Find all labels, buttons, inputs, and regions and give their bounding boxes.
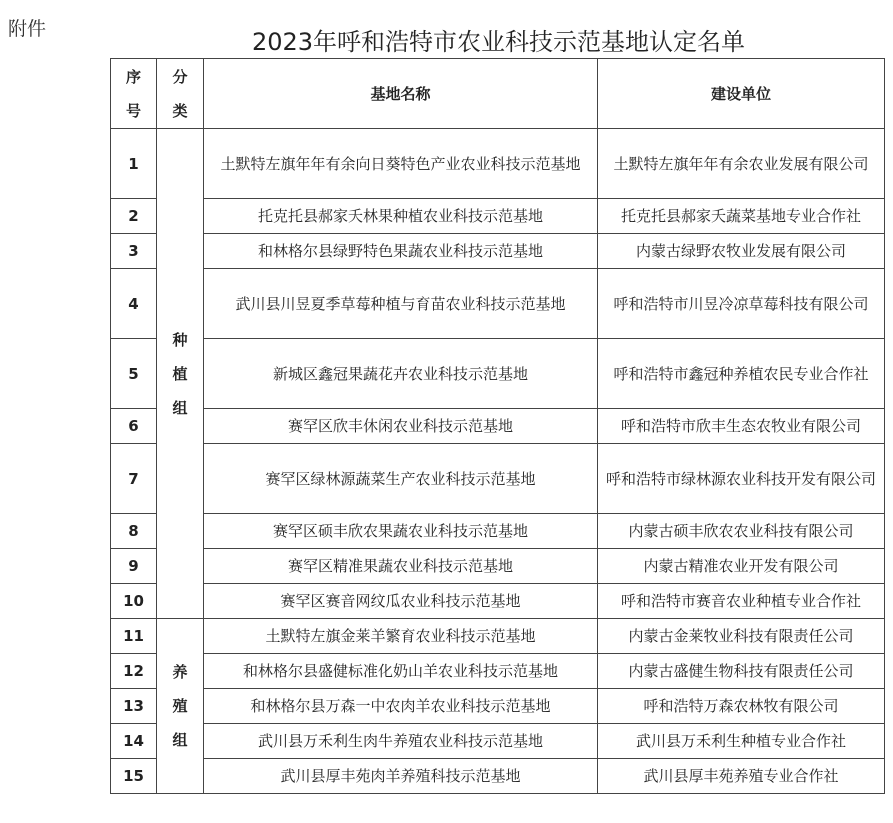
table-row xyxy=(111,549,885,584)
unit-name: 呼和浩特市川昱冷凉草莓科技有限公司 xyxy=(598,269,885,339)
unit-name: 呼和浩特市绿林源农业科技开发有限公司 xyxy=(598,444,885,514)
header-category: 分类 xyxy=(157,59,204,129)
base-name: 土默特左旗金莱羊繁育农业科技示范基地 xyxy=(204,619,598,654)
unit-name: 内蒙古硕丰欣农农业科技有限公司 xyxy=(598,514,885,549)
row-number: 13 xyxy=(111,689,157,724)
table-row xyxy=(111,759,885,794)
table-row xyxy=(111,234,885,269)
header-base-name: 基地名称 xyxy=(204,59,598,129)
row-number: 14 xyxy=(111,724,157,759)
unit-name: 呼和浩特市赛音农业种植专业合作社 xyxy=(598,584,885,619)
base-name: 赛罕区精准果蔬农业科技示范基地 xyxy=(204,549,598,584)
table-row xyxy=(111,584,885,619)
row-number: 5 xyxy=(111,339,157,409)
table-row xyxy=(111,199,885,234)
row-number: 7 xyxy=(111,444,157,514)
row-number: 3 xyxy=(111,234,157,269)
table-row xyxy=(111,129,885,199)
row-number: 12 xyxy=(111,654,157,689)
base-name: 土默特左旗年年有余向日葵特色产业农业科技示范基地 xyxy=(204,129,598,199)
table-row xyxy=(111,689,885,724)
header-unit: 建设单位 xyxy=(598,59,885,129)
unit-name: 呼和浩特万森农林牧有限公司 xyxy=(598,689,885,724)
table-row xyxy=(111,409,885,444)
base-name: 和林格尔县万森一中农肉羊农业科技示范基地 xyxy=(204,689,598,724)
table-row xyxy=(111,514,885,549)
unit-name: 武川县万禾利生种植专业合作社 xyxy=(598,724,885,759)
row-number: 11 xyxy=(111,619,157,654)
row-number: 8 xyxy=(111,514,157,549)
base-name: 赛罕区硕丰欣农果蔬农业科技示范基地 xyxy=(204,514,598,549)
unit-name: 土默特左旗年年有余农业发展有限公司 xyxy=(598,129,885,199)
unit-name: 内蒙古盛健生物科技有限责任公司 xyxy=(598,654,885,689)
page-title: 2023年呼和浩特市农业科技示范基地认定名单 xyxy=(251,28,746,56)
base-name: 武川县川昱夏季草莓种植与育苗农业科技示范基地 xyxy=(204,269,598,339)
base-name: 和林格尔县盛健标准化奶山羊农业科技示范基地 xyxy=(204,654,598,689)
table-row xyxy=(111,269,885,339)
table-row xyxy=(111,724,885,759)
row-number: 10 xyxy=(111,584,157,619)
unit-name: 内蒙古绿野农牧业发展有限公司 xyxy=(598,234,885,269)
base-name: 武川县厚丰苑肉羊养殖科技示范基地 xyxy=(204,759,598,794)
base-name: 赛罕区绿林源蔬菜生产农业科技示范基地 xyxy=(204,444,598,514)
unit-name: 托克托县郝家夭蔬菜基地专业合作社 xyxy=(598,199,885,234)
table-row xyxy=(111,654,885,689)
base-name: 和林格尔县绿野特色果蔬农业科技示范基地 xyxy=(204,234,598,269)
base-list-table xyxy=(110,58,885,794)
base-name: 赛罕区欣丰休闲农业科技示范基地 xyxy=(204,409,598,444)
category-breeding: 养殖组 xyxy=(157,619,204,794)
row-number: 4 xyxy=(111,269,157,339)
base-name: 托克托县郝家夭林果种植农业科技示范基地 xyxy=(204,199,598,234)
table-row xyxy=(111,444,885,514)
unit-name: 内蒙古金莱牧业科技有限责任公司 xyxy=(598,619,885,654)
base-name: 新城区鑫冠果蔬花卉农业科技示范基地 xyxy=(204,339,598,409)
row-number: 6 xyxy=(111,409,157,444)
row-number: 1 xyxy=(111,129,157,199)
unit-name: 内蒙古精准农业开发有限公司 xyxy=(598,549,885,584)
unit-name: 呼和浩特市欣丰生态农牧业有限公司 xyxy=(598,409,885,444)
row-number: 15 xyxy=(111,759,157,794)
row-number: 9 xyxy=(111,549,157,584)
table-row xyxy=(111,339,885,409)
table-row xyxy=(111,619,885,654)
attachment-label: 附件 xyxy=(8,18,47,40)
base-name: 武川县万禾利生肉牛养殖农业科技示范基地 xyxy=(204,724,598,759)
row-number: 2 xyxy=(111,199,157,234)
header-seq: 序号 xyxy=(111,59,157,129)
unit-name: 呼和浩特市鑫冠种养植农民专业合作社 xyxy=(598,339,885,409)
base-name: 赛罕区赛音网纹瓜农业科技示范基地 xyxy=(204,584,598,619)
table-header-row xyxy=(111,59,885,129)
unit-name: 武川县厚丰苑养殖专业合作社 xyxy=(598,759,885,794)
category-planting: 种植组 xyxy=(157,129,204,619)
